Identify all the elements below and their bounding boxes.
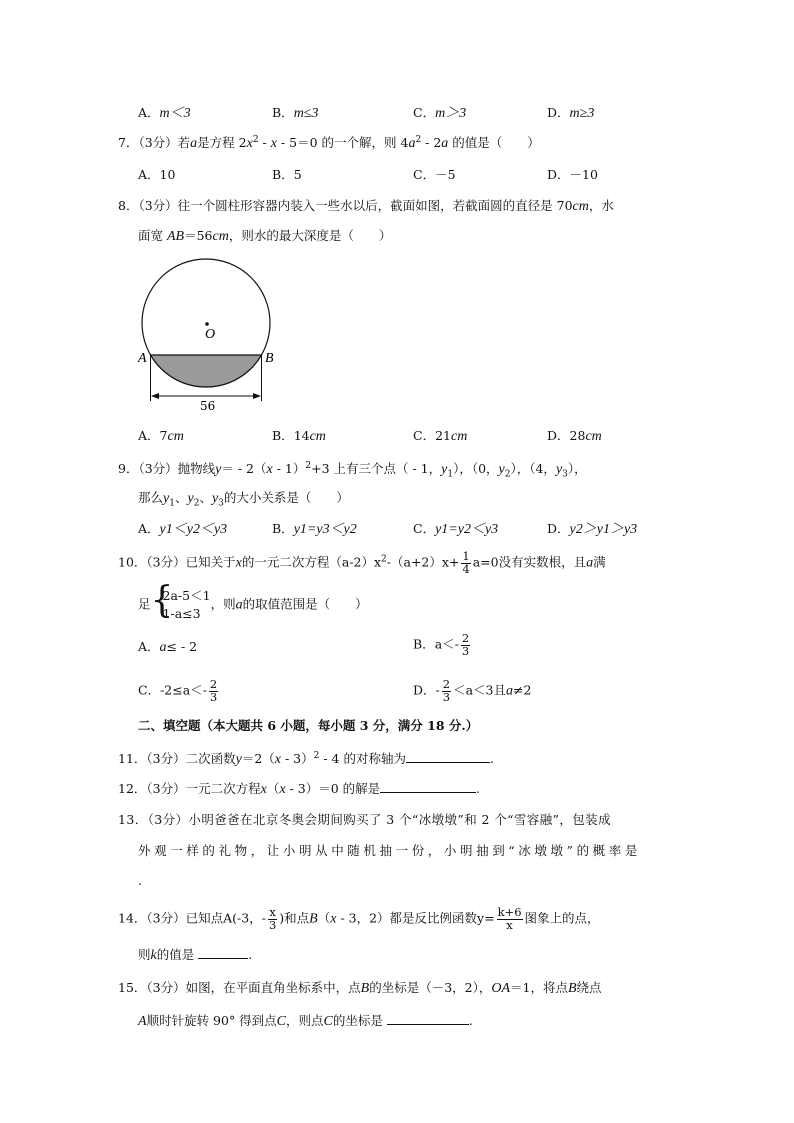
text: ＝2（	[241, 751, 275, 766]
var: y	[215, 462, 222, 477]
text: - 2	[421, 135, 442, 150]
var: x	[235, 555, 242, 571]
text: 顺时针旋转 90° 得到点	[146, 1013, 277, 1028]
text: - 4 的对称轴为	[319, 751, 406, 766]
point-label: C	[276, 1014, 287, 1029]
text: 则	[138, 947, 151, 962]
option-value: －5	[435, 167, 456, 182]
text: 的值是（ ）	[448, 135, 540, 150]
text: 满	[593, 554, 606, 570]
q10-option-a[interactable]	[138, 639, 197, 657]
option-expr: a＜-	[434, 636, 459, 652]
fraction	[268, 907, 277, 931]
question-number: 13．	[118, 812, 148, 827]
option-label: A．	[138, 521, 160, 536]
option-expr: ＜a＜3且	[453, 682, 506, 698]
unit: cm	[572, 199, 589, 214]
section-heading-fill-in: 二、填空题（本大题共 6 小题，每小题 3 分，满分 18 分.）	[138, 718, 479, 733]
point-label: C	[323, 1014, 333, 1029]
fraction	[461, 551, 470, 575]
numerator: k+6	[497, 905, 522, 919]
option-expr: -	[435, 682, 440, 698]
text: ＝56	[184, 228, 213, 243]
text: 绕点	[576, 980, 602, 995]
text: 的值是	[156, 947, 195, 962]
q10-stem-line2	[138, 580, 368, 623]
numerator: 2	[209, 677, 218, 691]
q6-option-a[interactable]	[138, 105, 191, 123]
text: a=0没有实数根，且	[472, 554, 587, 570]
var: y	[235, 752, 242, 767]
water-segment	[151, 355, 262, 387]
text: （	[317, 910, 331, 926]
q14-stem-line2	[138, 946, 252, 965]
text: +3 上有三个点（ - 1，	[311, 461, 442, 476]
text: ，水	[588, 198, 614, 213]
text: ，则	[210, 596, 236, 612]
option-label: D．	[413, 682, 436, 698]
option-label: B．	[272, 428, 294, 443]
point-label: B	[567, 981, 577, 996]
option-label: C．	[138, 682, 161, 698]
q9-option-a[interactable]	[138, 521, 227, 539]
text: -	[258, 135, 271, 150]
question-number: 7．	[118, 135, 139, 150]
option-expr: ≠2	[513, 682, 532, 698]
q10-option-b[interactable]	[413, 633, 472, 657]
numerator: x	[269, 905, 276, 919]
option-label: C．	[413, 167, 436, 182]
q8-option-a[interactable]	[138, 428, 184, 446]
q10-option-c[interactable]	[138, 679, 220, 703]
text: 面宽	[138, 228, 167, 243]
var: y	[441, 462, 448, 477]
point-a-label: A	[138, 351, 147, 366]
center-label: O	[205, 327, 216, 342]
q9-option-d[interactable]	[547, 521, 637, 539]
var: x	[274, 752, 282, 767]
option-value: 7	[159, 428, 168, 443]
text: 一元二次方程	[185, 781, 261, 796]
width-label: 56	[200, 399, 216, 413]
question-number: 11．	[118, 751, 147, 766]
inequality-system	[150, 580, 211, 623]
denominator: 3	[442, 689, 451, 704]
question-score: （3分）	[146, 554, 186, 570]
unit: cm	[585, 429, 602, 444]
text: - 1）	[272, 461, 306, 476]
option-expr: y1=y3＜y2	[293, 522, 357, 537]
var: x	[266, 462, 273, 477]
var: a	[506, 683, 513, 699]
text: 二次函数	[185, 751, 236, 766]
text: ，则点	[286, 1013, 324, 1028]
var: a	[408, 136, 416, 151]
text: - 3）	[281, 751, 314, 766]
numerator: 2	[442, 677, 451, 691]
option-expr: y1=y2＜y3	[435, 522, 499, 537]
option-label: B．	[272, 167, 294, 182]
answer-blank[interactable]	[387, 1012, 469, 1025]
question-score: （3分）	[146, 781, 186, 796]
var: x	[330, 911, 337, 927]
point-label: A	[223, 910, 233, 926]
option-label: D．	[547, 167, 570, 182]
var: AB	[166, 229, 185, 244]
point-label: B	[309, 911, 318, 927]
question-number: 14．	[118, 910, 147, 926]
question-score: （3分）	[146, 751, 186, 766]
question-score: （3分）	[138, 198, 178, 213]
exponent: 2	[415, 134, 422, 145]
q10-option-d[interactable]	[413, 679, 531, 703]
fraction	[461, 633, 470, 657]
option-label: C．	[413, 105, 436, 120]
exponent: 2	[313, 750, 320, 761]
var: x	[260, 782, 267, 797]
q9-stem-line1	[118, 461, 587, 479]
text: - 3，2）都是反比例函数	[336, 910, 478, 926]
text: 已知点	[185, 910, 224, 926]
text: 的坐标是	[332, 1013, 383, 1028]
denominator: x	[497, 919, 523, 932]
text: - 5＝0 的一个解，则 4	[276, 135, 409, 150]
option-label: A．	[138, 167, 160, 182]
dimension-arrow-right	[253, 393, 261, 399]
option-value: 5	[293, 167, 302, 182]
denominator: 3	[209, 689, 218, 704]
var: y	[187, 491, 194, 506]
q15-stem-line1	[118, 980, 602, 998]
text: 已知关于	[185, 554, 236, 570]
q13-stem-line2: 外观一样的礼物，让小明从中随机抽一份，小明抽到“冰墩墩”的概率是	[138, 843, 641, 858]
text: .	[248, 947, 253, 962]
q8-stem-line1	[118, 198, 614, 216]
exponent: 2	[305, 460, 312, 471]
text: -	[261, 910, 266, 926]
q6-option-b[interactable]	[272, 105, 318, 123]
q9-option-b[interactable]	[272, 521, 357, 539]
option-label: A．	[138, 428, 160, 443]
question-score: （3分）	[147, 812, 189, 827]
text: .	[489, 751, 494, 766]
point-b-label: B	[265, 351, 274, 366]
q15-stem-line2	[138, 1012, 473, 1031]
fraction	[442, 679, 451, 703]
option-expr: y1＜y2＜y3	[159, 522, 228, 537]
var: OA	[491, 981, 511, 996]
option-label: B．	[272, 521, 294, 536]
unit: cm	[167, 429, 184, 444]
question-number: 10．	[118, 554, 147, 570]
text: 抛物线	[177, 461, 216, 476]
denominator: 4	[462, 561, 470, 576]
fraction	[209, 679, 218, 703]
option-value: 21	[435, 428, 451, 443]
inequality: 2a-5＜1	[162, 588, 211, 603]
question-score: （3分）	[138, 135, 178, 150]
option-label: A．	[138, 105, 160, 120]
subscript: 3	[218, 498, 224, 509]
text: ，则水的最大深度是（ ）	[228, 228, 392, 243]
q6-option-d[interactable]	[547, 105, 594, 123]
option-label: B．	[413, 636, 435, 652]
unit: cm	[450, 429, 468, 444]
option-expr: m＞3	[435, 106, 467, 121]
text: 图象上的点，	[524, 910, 600, 926]
option-expr: ≤ - 2	[166, 639, 198, 654]
q14-stem-line1	[118, 907, 600, 931]
option-label: C．	[413, 428, 436, 443]
exponent: 2	[252, 134, 259, 145]
q8-option-c[interactable]	[413, 428, 467, 446]
option-label: D．	[547, 428, 570, 443]
q7-option-b[interactable]	[272, 167, 302, 182]
text: 往一个圆柱形容器内装入一些水以后，截面如图，若截面圆的直径是 70	[177, 198, 573, 213]
subscript: 2	[504, 469, 511, 480]
q10-stem-line1	[118, 551, 606, 575]
q7-option-a[interactable]	[138, 167, 175, 182]
text: 的取值范围是（ ）	[242, 596, 368, 612]
var: y	[211, 491, 219, 506]
option-label: A．	[138, 639, 160, 654]
text: 小明爸爸在北京冬奥会期间购买了 3 个“冰墩墩”和 2 个“雪容融”，包装成	[188, 812, 611, 827]
text: 如图，在平面直角坐标系中，点	[185, 980, 361, 995]
question-score: （3分）	[138, 461, 178, 476]
option-value: 28	[569, 428, 586, 443]
text: 是方程 2	[197, 135, 247, 150]
option-expr: m＜3	[159, 106, 191, 121]
q13-stem-line3: .	[138, 873, 142, 888]
text: ＝ - 2（	[221, 461, 267, 476]
option-expr: m≥3	[569, 106, 595, 121]
var: y	[163, 491, 170, 506]
text: 的坐标是（－3，2），	[369, 980, 492, 995]
text: - 3）＝0 的解是	[285, 781, 381, 796]
exponent: 2	[381, 554, 387, 565]
brace: {	[150, 580, 174, 621]
text: ＝1，将点	[510, 980, 568, 995]
text: 、	[174, 490, 188, 505]
text: （	[266, 781, 280, 796]
var: x	[246, 136, 253, 151]
var: y	[498, 462, 505, 477]
question-number: 9．	[118, 461, 139, 476]
text: .	[468, 1013, 473, 1028]
q8-option-d[interactable]	[547, 428, 602, 446]
q7-option-c[interactable]	[413, 167, 456, 182]
point-label: B	[360, 981, 370, 996]
subscript: 1	[447, 469, 454, 480]
q8-option-b[interactable]	[272, 428, 326, 446]
question-score: （3分）	[146, 910, 186, 926]
answer-blank[interactable]	[406, 750, 490, 763]
question-number: 12．	[118, 781, 147, 796]
question-score: （3分）	[146, 980, 186, 995]
q7-option-d[interactable]	[547, 167, 598, 182]
option-expr: -2≤a＜-	[160, 682, 207, 698]
text: 若	[177, 135, 191, 150]
text: (-3，	[232, 910, 262, 926]
option-label: D．	[547, 521, 570, 536]
subscript: 2	[193, 498, 200, 509]
fraction	[497, 907, 523, 931]
dimension-arrow-left	[151, 393, 159, 399]
text: ），	[567, 461, 587, 476]
text: 的一元二次方程（a-2）x	[241, 554, 382, 570]
unit: cm	[309, 429, 326, 444]
subscript: 3	[562, 469, 568, 480]
q13-stem-line1	[118, 812, 611, 827]
q8-circle-figure	[128, 258, 288, 418]
inequality: 1-a≤3	[162, 606, 201, 622]
denominator: 3	[461, 643, 470, 658]
point-label: A	[138, 1014, 147, 1029]
option-label: B．	[272, 105, 294, 120]
question-number: 8．	[118, 198, 139, 213]
q9-stem-line2	[138, 490, 349, 508]
var: x	[279, 782, 286, 797]
q8-stem-line2	[138, 228, 391, 246]
option-value: 14	[293, 428, 310, 443]
text: 足	[138, 596, 151, 612]
var: y	[555, 462, 563, 477]
numerator: 1	[462, 549, 470, 563]
answer-blank[interactable]	[380, 780, 476, 793]
option-value: －10	[569, 167, 598, 182]
var: a	[235, 597, 243, 613]
q6-option-c[interactable]	[413, 105, 466, 123]
text: 、	[199, 490, 212, 505]
option-expr: m≤3	[293, 106, 319, 121]
unit: cm	[212, 229, 229, 244]
var: a	[190, 136, 198, 151]
text: .	[476, 781, 481, 796]
text: 的大小关系是（ ）	[223, 490, 349, 505]
option-expr: y2＞y1＞y3	[569, 522, 638, 537]
numerator: 2	[461, 631, 470, 645]
q11-stem	[118, 750, 494, 769]
q9-option-c[interactable]	[413, 521, 498, 539]
option-label: C．	[413, 521, 436, 536]
text: )和点	[279, 910, 310, 926]
question-number: 15．	[118, 980, 147, 995]
answer-blank[interactable]	[198, 946, 248, 959]
text: -（a+2）x+	[386, 554, 460, 570]
var: a	[586, 555, 594, 571]
text: y=	[477, 910, 495, 926]
text: ），（4，	[510, 461, 556, 476]
text: ），（0，	[453, 461, 499, 476]
center-point	[205, 322, 209, 326]
option-label: D．	[547, 105, 570, 120]
option-value: 10	[159, 167, 176, 182]
denominator: 3	[268, 917, 277, 932]
var: a	[441, 136, 449, 151]
var: x	[270, 136, 277, 151]
var: a	[159, 640, 167, 655]
var: k	[150, 948, 157, 963]
q12-stem	[118, 780, 480, 799]
subscript: 1	[169, 498, 175, 509]
text: 那么	[138, 490, 164, 505]
q7-stem	[118, 135, 540, 153]
